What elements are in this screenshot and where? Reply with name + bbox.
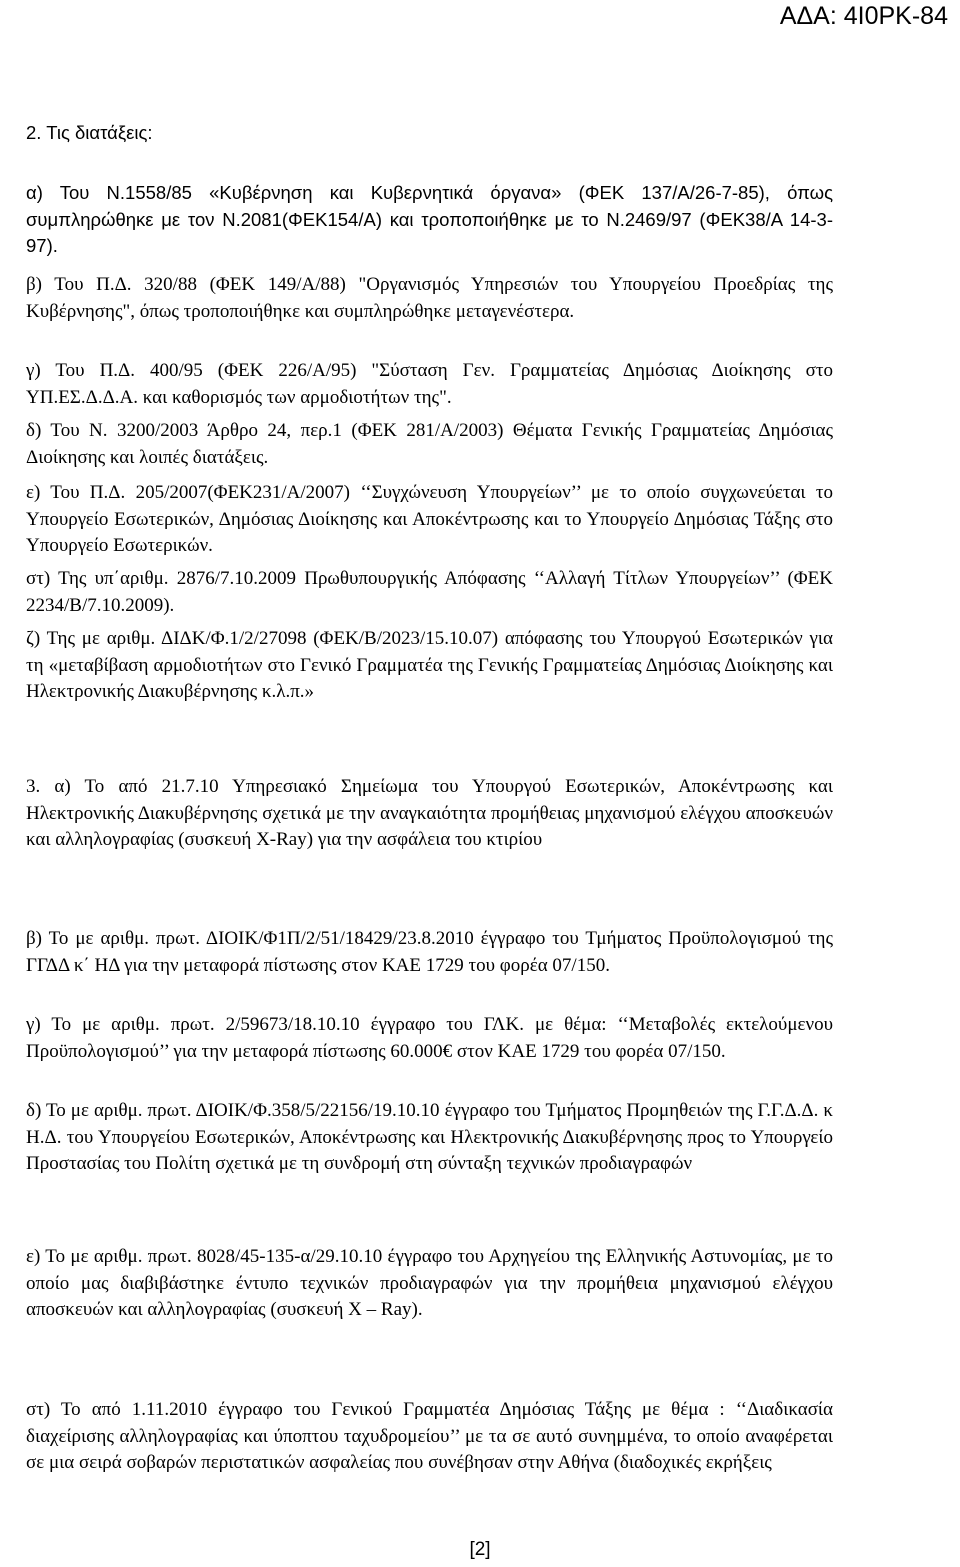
paragraph-d: δ) Του Ν. 3200/2003 Άρθρο 24, περ.1 (ΦΕΚ 281/Α/2003) Θέματα Γενικής Γραμματείας Δημόσιας Διοίκησης και λοιπές διατάξεις. xyxy=(26,420,833,468)
section-heading: 2. Τις διατάξεις: xyxy=(26,122,153,143)
paragraph-st: στ) Της υπ΄αριθμ. 2876/7.10.2009 Πρωθυπουργικής Απόφασης ‘‘Αλλαγή Τίτλων Υπουργείων’’ (ΦΕΚ 2234/Β/7.10.2009). xyxy=(26,568,833,616)
paragraph-3st: στ) Το από 1.11.2010 έγγραφο του Γενικού Γραμματέα Δημόσιας Τάξης με θέμα : ‘‘Διαδικασία διαχείρισης αλληλογραφίας και ύποπτου ταχυδρομείου’’ με τα σε αυτό συνημμένα, το οποίο αναφέρεται σε μια σειρά σοβαρών περιστατικών ασφαλείας που συνέβησαν στην Αθήνα (διαδοχικές εκρήξεις xyxy=(26,1399,833,1474)
paragraph-3e: ε) Το με αριθμ. πρωτ. 8028/45-135-α/29.10.10 έγγραφο του Αρχηγείου της Ελληνικής Αστυνομίας, με το οποίο μας διαβιβάστηκε έντυπο τεχνικών προδιαγραφών για την προμήθεια μηχανισμού ελέγχου αποσκευών και αλληλογραφίας (συσκευή Χ – Ray). xyxy=(26,1246,833,1321)
paragraph-z: ζ) Της με αριθμ. ΔΙΔΚ/Φ.1/2/27098 (ΦΕΚ/Β/2023/15.10.07) απόφασης του Υπουργού Εσωτερικών για τη «μεταβίβαση αρμοδιοτήτων στο Γενικό Γραμματέα της Γενικής Γραμματείας Δημόσιας Διοίκησης και Ηλεκτρονικής Διακυβέρνησης κ.λ.π.» xyxy=(26,628,833,703)
paragraph-3a: 3. α) Το από 21.7.10 Υπηρεσιακό Σημείωμα του Υπουργού Εσωτερικών, Αποκέντρωσης και Ηλεκτρονικής Διακυβέρνησης σχετικά με την αναγκαιότητα προμήθειας μηχανισμού ελέγχου αποσκευών και αλληλογραφίας (συσκευή X-Ray) για την ασφάλεια του κτιρίου xyxy=(26,776,833,851)
page-number: [2] xyxy=(469,1539,491,1560)
ada-code: ΑΔΑ: 4Ι0ΡΚ-84 xyxy=(779,2,948,30)
paragraph-3c: γ) Το με αριθμ. πρωτ. 2/59673/18.10.10 έγγραφο του ΓΛΚ. με θέμα: ‘‘Μεταβολές εκτελούμενου Προϋπολογισμού’’ για την μεταφορά πίστωσης 60.000€ στον ΚΑΕ 1729 του φορέα 07/150. xyxy=(26,1014,833,1062)
paragraph-3b: β) Το με αριθμ. πρωτ. ΔΙΟΙΚ/Φ1Π/2/51/18429/23.8.2010 έγγραφο του Τμήματος Προϋπολογισμού της ΓΓΔΔ κ΄ ΗΔ για την μεταφορά πίστωσης στον ΚΑΕ 1729 του φορέα 07/150. xyxy=(26,928,833,976)
paragraph-a: α) Του Ν.1558/85 «Κυβέρνηση και Κυβερνητικά όργανα» (ΦΕΚ 137/Α/26-7-85), όπως συμπληρώθηκε με τον Ν.2081(ΦΕΚ154/Α) και τροποποιήθηκε με το Ν.2469/97 (ΦΕΚ38/Α 14-3-97). xyxy=(26,182,833,257)
paragraph-c: γ) Του Π.Δ. 400/95 (ΦΕΚ 226/Α/95) "Σύσταση Γεν. Γραμματείας Δημόσιας Διοίκησης στο ΥΠ.ΕΣ.Δ.Δ.Α. και καθορισμός των αρμοδιοτήτων της". xyxy=(26,360,833,408)
paragraph-3d: δ) Το με αριθμ. πρωτ. ΔΙΟΙΚ/Φ.358/5/22156/19.10.10 έγγραφο του Τμήματος Προμηθειών της Γ.Γ.Δ.Δ. κ Η.Δ. του Υπουργείου Εσωτερικών, Αποκέντρωσης και Ηλεκτρονικής Διακυβέρνησης προς το Υπουργείο Προστασίας του Πολίτη σχετικά με τη συνδρομή στη σύνταξη τεχνικών προδιαγραφών xyxy=(26,1100,833,1175)
paragraph-b: β) Του Π.Δ. 320/88 (ΦΕΚ 149/Α/88) "Οργανισμός Υπηρεσιών του Υπουργείου Προεδρίας της Κυβέρνησης", όπως τροποποιήθηκε και συμπληρώθηκε μεταγενέστερα. xyxy=(26,274,833,322)
paragraph-e: ε) Του Π.Δ. 205/2007(ΦΕΚ231/Α/2007) ‘‘Συγχώνευση Υπουργείων’’ με το οποίο συγχωνεύεται το Υπουργείο Εσωτερικών, Δημόσιας Διοίκησης και Αποκέντρωσης και το Υπουργείο Δημόσιας Τάξης στο Υπουργείο Εσωτερικών. xyxy=(26,482,833,557)
